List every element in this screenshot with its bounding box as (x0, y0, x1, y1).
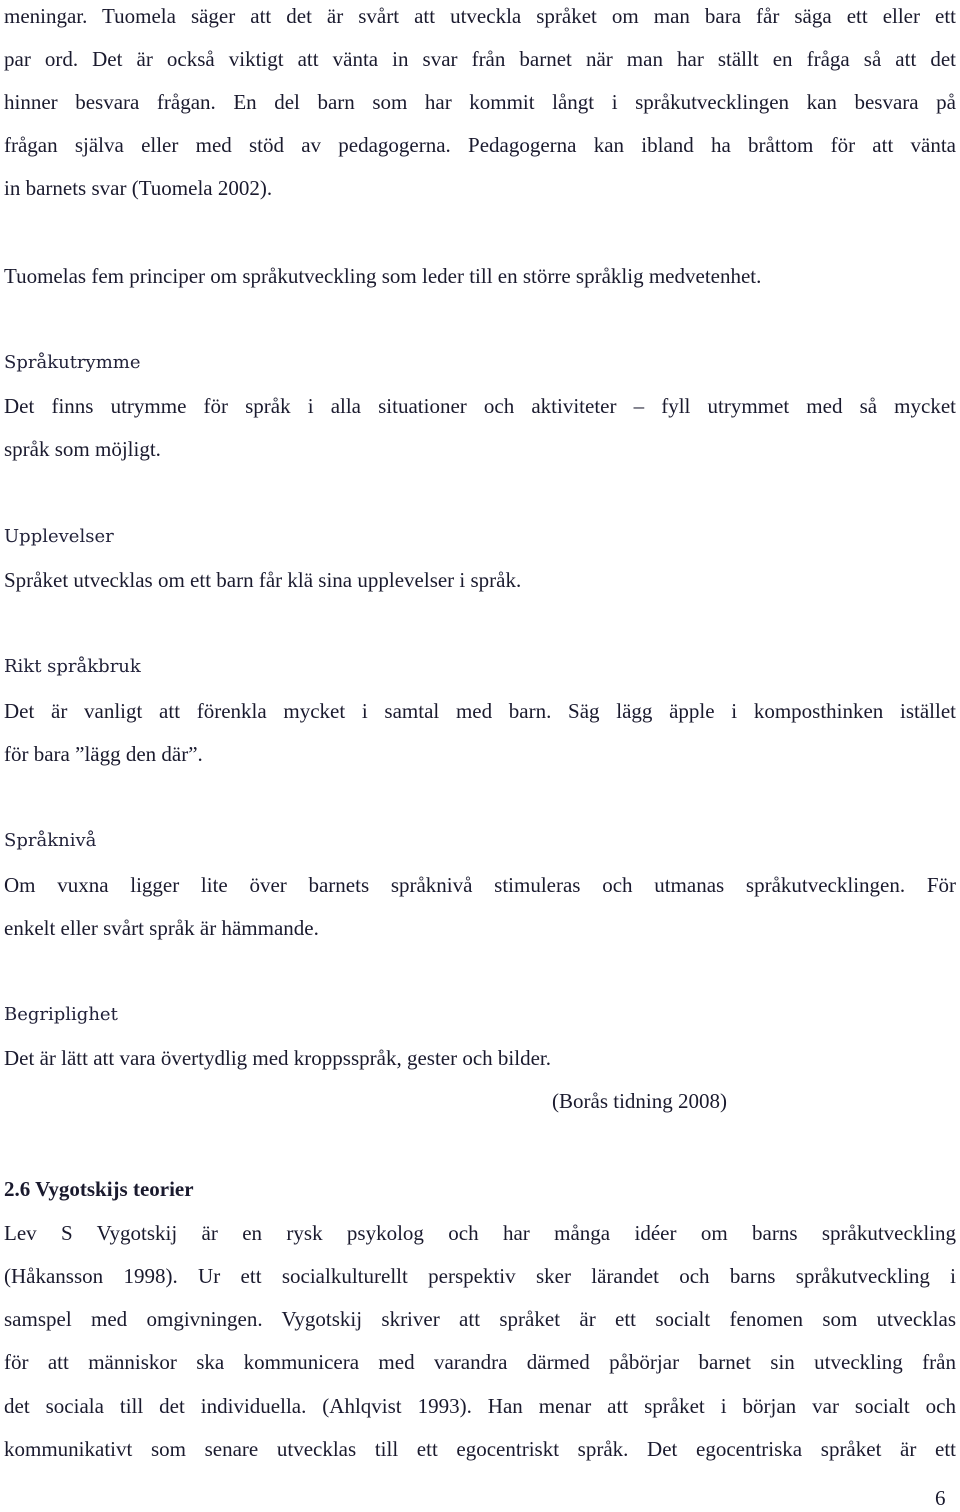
section-line: kommunikativt som senare utvecklas till ett egocentriskt språk. Det egocentriska språket är ett (4, 1437, 956, 1461)
section-line: det sociala till det individuella. (Ahlqvist 1993). Han menar att språket i början var socialt och (4, 1394, 956, 1418)
principle-heading-spraknivaa: Språknivå (4, 830, 97, 851)
principle-text-line: språk som möjligt. (4, 437, 161, 461)
principle-text-line: Det är vanligt att förenkla mycket i samtal med barn. Säg lägg äpple i komposthinken istället (4, 699, 956, 723)
section-line: (Håkansson 1998). Ur ett socialkulturellt perspektiv sker lärandet och barns språkutveckling i (4, 1264, 956, 1288)
intro-line-5: in barnets svar (Tuomela 2002). (4, 176, 273, 200)
intro-line-1: meningar. Tuomela säger att det är svårt att utveckla språket om man bara får säga ett eller ett (4, 4, 956, 28)
principle-text-line: Det finns utrymme för språk i alla situationer och aktiviteter – fyll utrymmet med så mycket (4, 394, 956, 418)
principle-text-line: för bara ”lägg den där”. (4, 742, 203, 766)
principle-text-line: Det är lätt att vara övertydlig med kroppsspråk, gester och bilder. (4, 1046, 551, 1070)
intro-line-3: hinner besvara frågan. En del barn som har kommit långt i språkutvecklingen kan besvara på (4, 90, 956, 114)
principle-text-line: Om vuxna ligger lite över barnets språknivå stimuleras och utmanas språkutvecklingen. För (4, 873, 956, 897)
principle-heading-rikt-sprakbruk: Rikt språkbruk (4, 656, 141, 677)
principle-heading-upplevelser: Upplevelser (4, 526, 114, 547)
section-line: samspel med omgivningen. Vygotskij skriver att språket är ett socialt fenomen som utvecklas (4, 1307, 956, 1331)
principle-text-line: enkelt eller svårt språk är hämmande. (4, 916, 319, 940)
section-heading: 2.6 Vygotskijs teorier (4, 1177, 194, 1201)
principle-heading-begriplighet: Begriplighet (4, 1004, 118, 1025)
principle-text-line: Språket utvecklas om ett barn får klä sina upplevelser i språk. (4, 568, 522, 592)
section-line: Lev S Vygotskij är en rysk psykolog och har många idéer om barns språkutveckling (4, 1221, 956, 1245)
principles-intro: Tuomelas fem principer om språkutveckling som leder till en större språklig medvetenhet. (4, 264, 762, 288)
principle-heading-sprakutrymme: Språkutrymme (4, 352, 141, 373)
section-line: för att människor ska kommunicera med varandra därmed påbörjar barnet sin utveckling från (4, 1350, 956, 1374)
citation: (Borås tidning 2008) (552, 1089, 727, 1113)
intro-line-4: frågan själva eller med stöd av pedagogerna. Pedagogerna kan ibland ha bråttom för att vänta (4, 133, 956, 157)
intro-line-2: par ord. Det är också viktigt att vänta in svar från barnet när man har ställt en fråga så att det (4, 47, 956, 71)
page-number: 6 (935, 1486, 946, 1510)
